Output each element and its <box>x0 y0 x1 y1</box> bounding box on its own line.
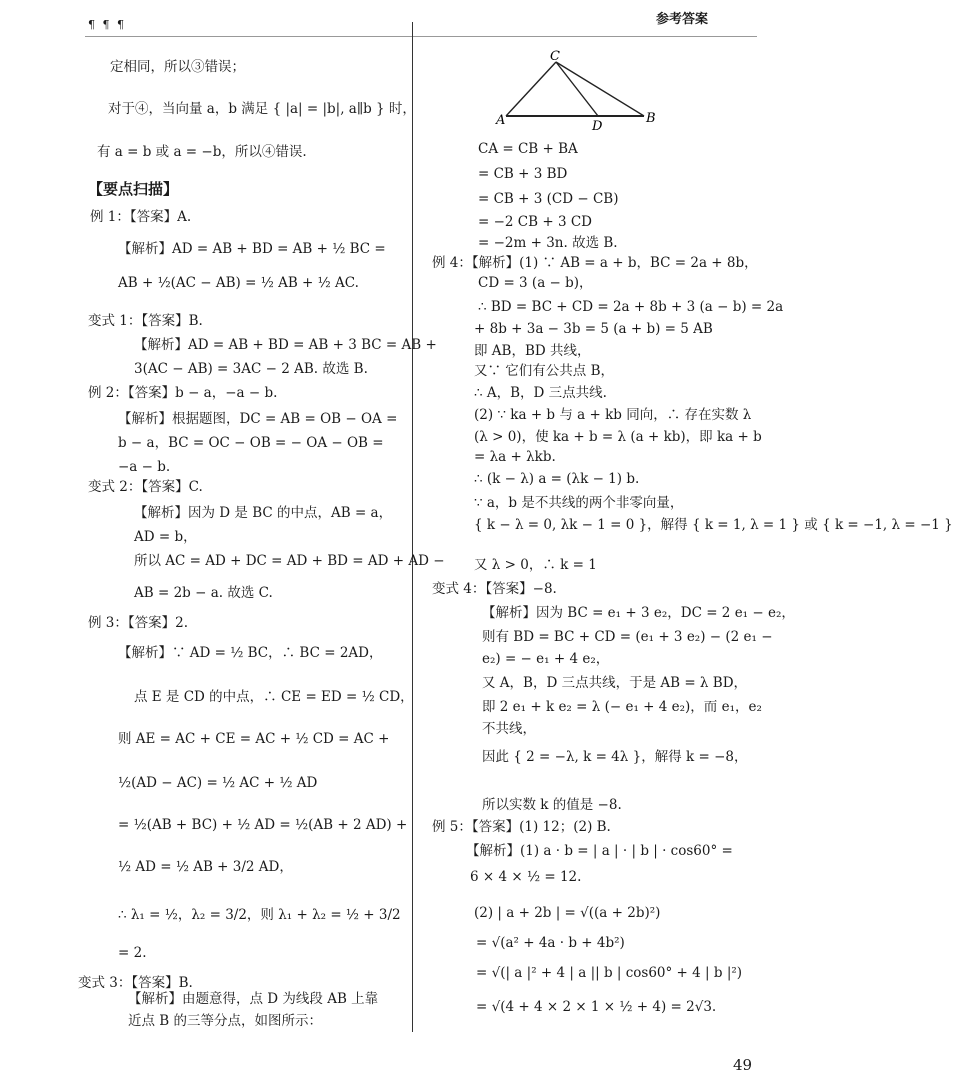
right-line: 【解析】因为 BC = e₁ + 3 e₂，DC = 2 e₁ − e₂， <box>482 605 795 621</box>
right-line: = −2 CB + 3 CD <box>478 214 592 230</box>
left-line: 【解析】因为 D 是 BC 的中点，AB = a， <box>134 505 393 521</box>
left-line: AB + ½(AC − AB) = ½ AB + ½ AC. <box>118 275 359 291</box>
left-line: 变式 1：【答案】B. <box>88 313 203 329</box>
right-line: = −2m + 3n. 故选 B. <box>478 235 618 251</box>
right-line: ∴ (k − λ) a = (λk − 1) b. <box>474 471 640 487</box>
left-line: 近点 B 的三等分点，如图所示： <box>128 1013 323 1029</box>
right-line: 例 4：【解析】(1) ∵ AB = a + b，BC = 2a + 8b， <box>432 255 758 271</box>
right-line: = λa + λkb. <box>474 449 556 465</box>
right-line: 不共线， <box>482 721 536 737</box>
left-line: ½ AD = ½ AB + 3/2 AD， <box>118 859 293 875</box>
segment-cd <box>556 62 598 116</box>
right-line: 即 2 e₁ + k e₂ = λ (− e₁ + 4 e₂)，而 e₁，e₂ <box>482 699 762 715</box>
right-line: = √(4 + 4 × 2 × 1 × ½ + 4) = 2√3. <box>476 999 717 1015</box>
left-line: = 2. <box>118 945 147 961</box>
left-line: 【解析】∵ AD = ½ BC，∴ BC = 2AD， <box>118 645 383 661</box>
left-line: AB = 2b − a. 故选 C. <box>134 585 273 601</box>
label-c: C <box>550 49 560 64</box>
left-line: 【解析】AD = AB + BD = AB + 3 BC = AB + <box>134 337 437 353</box>
right-line: 又∵ 它们有公共点 B， <box>474 363 615 379</box>
right-line: = √(a² + 4a · b + 4b²) <box>476 935 625 951</box>
right-line: 例 5：【答案】(1) 12；(2) B. <box>432 819 611 835</box>
left-line: 则 AE = AC + CE = AC + ½ CD = AC + <box>118 731 390 747</box>
left-line: 例 2：【答案】b − a，−a − b. <box>88 385 278 401</box>
label-b: B <box>646 111 656 126</box>
right-line: 6 × 4 × ½ = 12. <box>470 869 582 885</box>
segment-ac <box>506 62 556 116</box>
section-heading: 【要点扫描】 <box>88 180 179 198</box>
right-line: = CB + 3 (CD − CB) <box>478 191 619 207</box>
right-line: 又 A，B，D 三点共线，于是 AB = λ BD， <box>482 675 748 691</box>
left-line: = ½(AB + BC) + ½ AD = ½(AB + 2 AD) + <box>118 817 408 833</box>
left-line: ½(AD − AC) = ½ AC + ½ AD <box>118 775 318 791</box>
left-line: 定相同，所以③错误； <box>110 59 245 75</box>
right-line: (2) | a + 2b | = √((a + 2b)²) <box>474 905 661 921</box>
right-line: = CB + 3 BD <box>478 166 568 182</box>
right-line: 则有 BD = BC + CD = (e₁ + 3 e₂) − (2 e₁ − <box>482 629 773 645</box>
left-line: 例 3：【答案】2. <box>88 615 189 631</box>
left-line: 【解析】AD = AB + BD = AB + ½ BC = <box>118 241 386 257</box>
left-line: AD = b， <box>134 529 197 545</box>
left-line: 有 a = b 或 a = −b，所以④错误. <box>97 144 307 160</box>
left-line: 对于④，当向量 a，b 满足 { |a| = |b|, a∥b } 时， <box>108 101 416 117</box>
label-d: D <box>592 119 603 134</box>
right-line: 所以实数 k 的值是 −8. <box>482 797 622 813</box>
left-line: 点 E 是 CD 的中点，∴ CE = ED = ½ CD， <box>134 689 414 705</box>
right-line: CD = 3 (a − b)， <box>478 275 593 291</box>
right-line: 【解析】(1) a · b = | a | · | b | · cos60° = <box>466 843 733 859</box>
triangle-figure <box>494 49 664 134</box>
right-line: 即 AB，BD 共线， <box>474 343 591 359</box>
right-line: ∵ a，b 是不共线的两个非零向量， <box>474 495 684 511</box>
right-line: { k − λ = 0, λk − 1 = 0 }，解得 { k = 1, λ = 1 } 或 { k = −1, λ = −1 } <box>474 517 953 533</box>
right-line: ∴ BD = BC + CD = 2a + 8b + 3 (a − b) = 2a <box>478 299 784 315</box>
right-line: 又 λ > 0，∴ k = 1 <box>474 557 597 573</box>
right-line: = √(| a |² + 4 | a || b | cos60° + 4 | b |²) <box>476 965 743 981</box>
header-rule <box>85 36 757 37</box>
right-line: e₂) = − e₁ + 4 e₂， <box>482 651 610 667</box>
right-line: ∴ A，B，D 三点共线. <box>474 385 607 401</box>
right-line: 变式 4：【答案】−8. <box>432 581 557 597</box>
left-line: 3(AC − AB) = 3AC − 2 AB. 故选 B. <box>134 361 368 377</box>
right-line: (2) ∵ ka + b 与 a + kb 同向，∴ 存在实数 λ <box>474 407 752 423</box>
left-line: 【解析】根据题图，DC = AB = OB − OA = <box>118 411 398 427</box>
left-line: 所以 AC = AD + DC = AD + BD = AD + AD − <box>134 553 445 569</box>
right-line: + 8b + 3a − 3b = 5 (a + b) = 5 AB <box>474 321 713 337</box>
page-number: 49 <box>733 1056 753 1074</box>
header-ornament: ¶ ¶ ¶ <box>88 18 126 31</box>
right-line: CA = CB + BA <box>478 141 578 157</box>
right-line: (λ > 0)，使 ka + b = λ (a + kb)，即 ka + b <box>474 429 762 445</box>
right-line: 因此 { 2 = −λ, k = 4λ }，解得 k = −8， <box>482 749 748 765</box>
left-line: 【解析】由题意得，点 D 为线段 AB 上靠 <box>128 991 379 1007</box>
header-title: 参考答案 <box>656 12 709 27</box>
left-line: 例 1：【答案】A. <box>90 209 192 225</box>
left-line: −a − b. <box>118 459 171 475</box>
left-line: 变式 3：【答案】B. <box>78 975 193 991</box>
left-line: 变式 2：【答案】C. <box>88 479 203 495</box>
left-line: b − a，BC = OC − OB = − OA − OB = <box>118 435 384 451</box>
column-divider <box>412 22 413 1032</box>
label-a: A <box>496 113 506 128</box>
segment-cb <box>556 62 644 116</box>
left-line: ∴ λ₁ = ½，λ₂ = 3/2，则 λ₁ + λ₂ = ½ + 3/2 <box>118 907 401 923</box>
